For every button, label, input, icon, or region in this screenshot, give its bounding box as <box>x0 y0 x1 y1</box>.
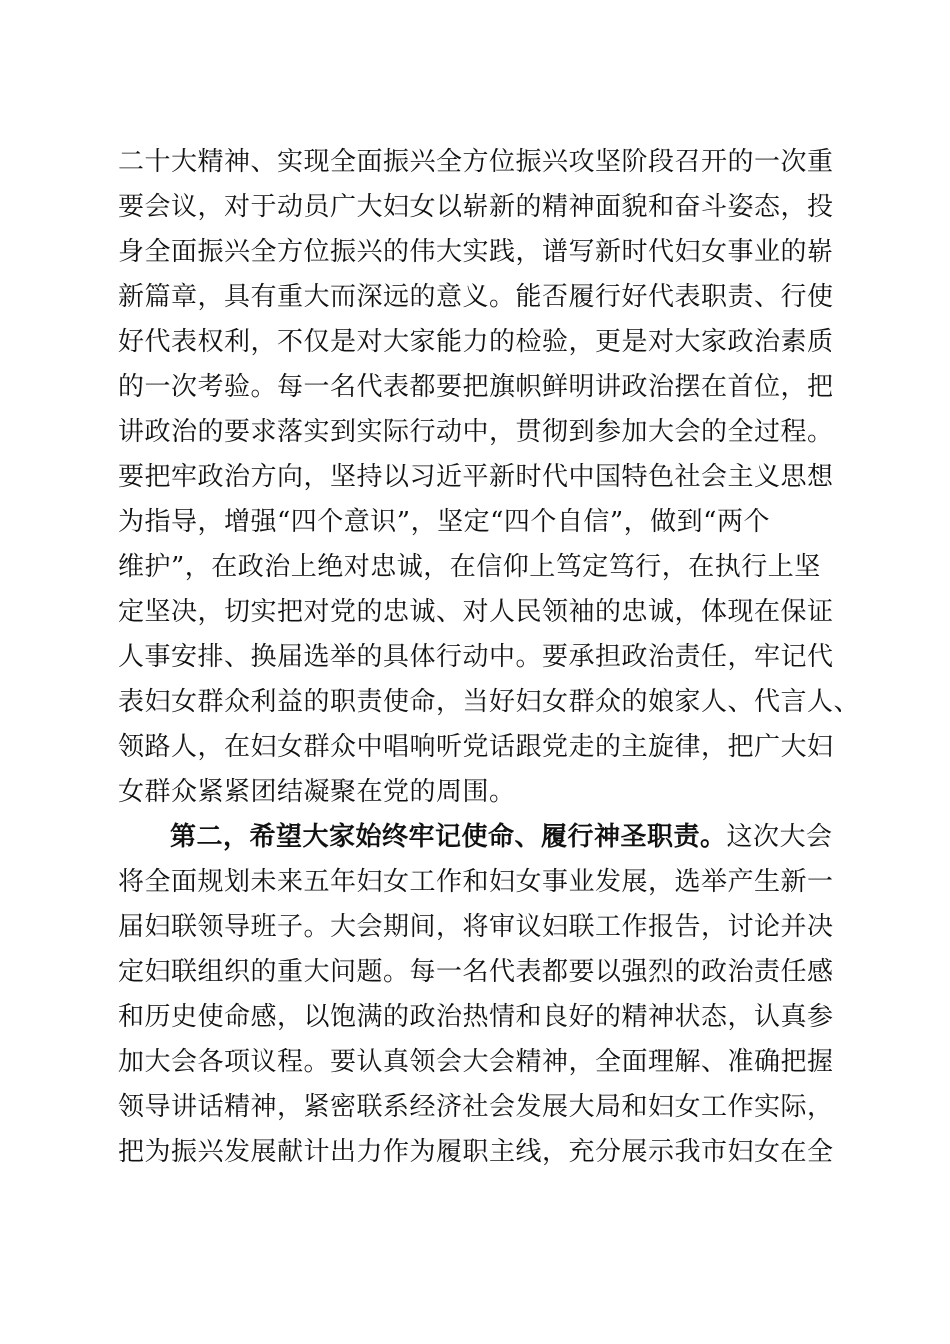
text-line: 二十大精神、实现全面振兴全方位振兴攻坚阶段召开的一次重 <box>118 147 834 177</box>
text-line: 领路人，在妇女群众中唱响听党话跟党走的主旋律，把广大妇 <box>118 732 834 762</box>
text-line: 女群众紧紧团结凝聚在党的周围。 <box>118 777 516 807</box>
paragraph-heading: 第二，希望大家始终牢记使命、履行神圣职责。 <box>170 822 727 852</box>
text-line: 人事安排、换届选举的具体行动中。要承担政治责任，牢记代 <box>118 642 834 672</box>
text-line: 把为振兴发展献计出力作为履职主线，充分展示我市妇女在全 <box>118 1137 834 1167</box>
text-line: 加大会各项议程。要认真领会大会精神，全面理解、准确把握 <box>118 1047 834 1077</box>
text-line: 要把牢政治方向，坚持以习近平新时代中国特色社会主义思想 <box>118 462 834 492</box>
text-line: 表妇女群众利益的职责使命，当好妇女群众的娘家人、代言人、 <box>118 687 861 717</box>
text-line: 定坚决，切实把对党的忠诚、对人民领袖的忠诚，体现在保证 <box>118 597 834 627</box>
text-line: 好代表权利，不仅是对大家能力的检验，更是对大家政治素质 <box>118 327 834 357</box>
text-line: 为指导，增强“四个意识”，坚定“四个自信”，做到“两个 <box>118 507 770 537</box>
text-line: 定妇联组织的重大问题。每一名代表都要以强烈的政治责任感 <box>118 957 834 987</box>
text-line: 届妇联领导班子。大会期间，将审议妇联工作报告，讨论并决 <box>118 912 834 942</box>
text-line: 的一次考验。每一名代表都要把旗帜鲜明讲政治摆在首位，把 <box>118 372 834 402</box>
paragraph-text: 这次大会 <box>726 822 833 852</box>
text-line: 要会议，对于动员广大妇女以崭新的精神面貌和奋斗姿态，投 <box>118 192 834 222</box>
paragraph-2-first-line <box>170 821 833 853</box>
text-line: 身全面振兴全方位振兴的伟大实践，谱写新时代妇女事业的崭 <box>118 237 834 267</box>
text-line: 领导讲话精神，紧密联系经济社会发展大局和妇女工作实际， <box>118 1092 834 1122</box>
text-line: 维护”，在政治上绝对忠诚，在信仰上笃定笃行，在执行上坚 <box>118 552 821 582</box>
text-line: 将全面规划未来五年妇女工作和妇女事业发展，选举产生新一 <box>118 867 834 897</box>
text-line: 讲政治的要求落实到实际行动中，贯彻到参加大会的全过程。 <box>118 417 834 447</box>
text-line: 和历史使命感，以饱满的政治热情和良好的精神状态，认真参 <box>118 1002 834 1032</box>
text-line: 新篇章，具有重大而深远的意义。能否履行好代表职责、行使 <box>118 282 834 312</box>
